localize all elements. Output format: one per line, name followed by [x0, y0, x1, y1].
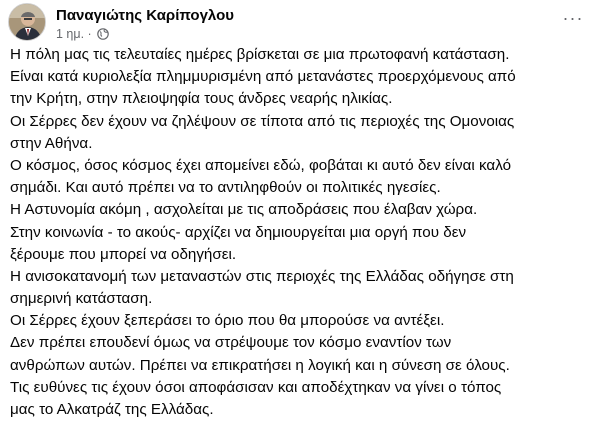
- more-options-button[interactable]: ···: [562, 8, 584, 28]
- post-text-line: μας το Αλκατράζ της Ελλάδας.: [10, 401, 214, 418]
- post-text-line: σημάδι. Και αυτό πρέπει να το αντιληφθούν οι πολιτικές ηγεσίες.: [10, 179, 441, 197]
- post-text-line: Η ανισοκατανομή των μεταναστών στις περιοχές της Ελλάδας οδήγησε στη: [10, 267, 514, 285]
- author-avatar[interactable]: [8, 3, 46, 41]
- post-body: [10, 44, 596, 421]
- post-text-line: Ο κόσμος, όσος κόσμος έχει απομείνει εδώ, φοβάται κι αυτό δεν είναι καλό: [10, 156, 512, 174]
- post-text-line: Οι Σέρρες έχουν ξεπεράσει το όριο που θα μπορούσε να αντέξει.: [10, 312, 445, 330]
- post-meta: [56, 27, 109, 41]
- post-text-line: σημερινή κατάσταση.: [10, 290, 153, 308]
- profile-photo-icon: [9, 4, 46, 41]
- post-text-line: στην Αθήνα.: [10, 134, 93, 152]
- author-name[interactable]: Παναγιώτης Καρίπογλου: [56, 7, 234, 24]
- post-text-line: Η Αστυνομία ακόμη , ασχολείται με τις αποδράσεις που έλαβαν χώρα.: [10, 201, 478, 219]
- post-time[interactable]: 1 ημ. ·: [56, 27, 92, 41]
- post-text-line: Οι Σέρρες δεν έχουν να ζηλέψουν σε τίποτα από τις περιοχές της Ομονοιας: [10, 112, 515, 130]
- post-text-line: ανθρώπων αυτών. Πρέπει να επικρατήσει η λογική και η σύνεση σε όλους.: [10, 356, 510, 374]
- post-text-line: Η πόλη μας τις τελευταίες ημέρες βρίσκεται σε μια πρωτοφανή κατάσταση.: [10, 46, 510, 63]
- post-text-line: Δεν πρέπει επουδενί όμως να στρέψουμε τον κόσμο εναντίον των: [10, 334, 452, 352]
- post-header: [0, 0, 600, 44]
- post-text-line: Τις ευθύνες τις έχουν όσοι αποφάσισαν και αποδέχτηκαν να γίνει ο τόπος: [10, 378, 502, 396]
- post-text-line: την Κρήτη, στην πλειοψηφία τους άνδρες νεαρής ηλικίας.: [10, 90, 393, 108]
- post-text-line: Είναι κατά κυριολεξία πλημμυρισμένη από μετανάστες προερχόμενους από: [10, 68, 516, 86]
- globe-icon: [97, 28, 109, 40]
- post-text-line: ξέρουμε που μπορεί να οδηγήσει.: [10, 245, 237, 263]
- post-text-line: Στην κοινωνία - το ακούς- αρχίζει να δημιουργείται μια οργή που δεν: [10, 223, 467, 241]
